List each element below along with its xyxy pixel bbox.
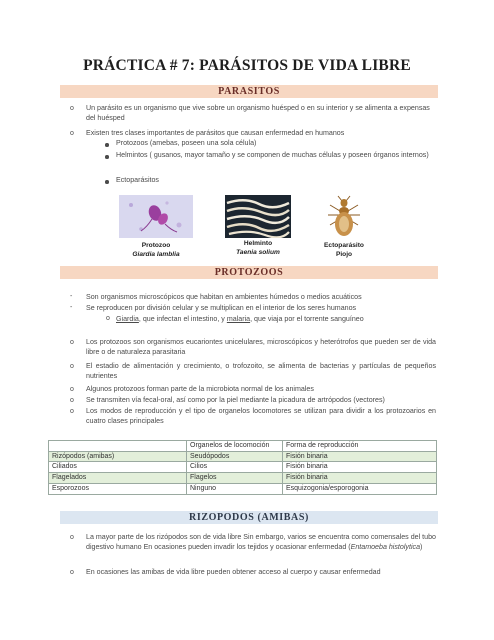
table-cell: Flagelos [187,473,283,484]
table-cell: Esporozoos [49,483,187,494]
figure-caption-helminto [215,240,301,257]
table-cell: Fisión binaria [283,451,437,462]
section-header-parasitos: PARASITOS [60,85,438,98]
table-cell: Seudópodos [187,451,283,462]
list-item-protozoos: Protozoos (amebas, poseen una sola célula) [116,139,257,147]
text-fragment: ) [420,542,423,551]
table-header-cell: Forma de reproducción [283,441,437,452]
page-title: PRÁCTICA # 7: PARÁSITOS DE VIDA LIBRE [83,57,411,74]
link-giardia: Giardia [116,315,139,323]
species-entamoeba: Entamoeba histolytica [350,542,421,551]
bullet-o: o [70,105,74,112]
giardia-image [119,195,193,238]
table-row [49,451,437,462]
table-row [49,473,437,484]
paragraph-trofozoito: El estadio de alimentación y crecimiento, o trofozoito, se alimenta de bacterias y partículas de pequeños nutrientes [86,362,436,380]
protozoa-classes-table [48,440,437,495]
link-malaria: malaria [226,315,251,323]
bullet-o: o [70,534,74,541]
bullet-dash: - [70,293,73,300]
bullet-dash: - [70,304,73,311]
table-cell: Rizópodos (amibas) [49,451,187,462]
figure-species: Giardia lamblia [132,250,180,258]
table-header-row [49,441,437,452]
list-item-examples [116,315,436,325]
table-cell: Fisión binaria [283,473,437,484]
table-row [49,462,437,473]
table-header-cell [49,441,187,452]
table-header-cell: Organelos de locomoción [187,441,283,452]
bullet-o: o [106,315,110,322]
paragraph-parasito-definition: Un parásito es un organismo que vive sobre un organismo huésped o en su interior y se alimenta a expensas del huésped [86,104,430,122]
table-cell: Ninguno [187,483,283,494]
text-fragment: La mayor parte de los rizópodos son de vida libre Sin embargo, varios se encuentra como comensales del tubo digestivo humano En ocasiones pueden invadir los tejidos y ocasionar enfermedad ( [86,533,436,551]
bullet-o: o [70,408,74,415]
paragraph-protozoos-reproduction: Se reproducen por división celular y se multiplican en el interior de los seres humanos [86,304,357,312]
bullet-dot [105,180,109,184]
text-fragment: , que viaja por el torrente sanguíneo [250,315,364,323]
table-cell: Fisión binaria [283,462,437,473]
figure-species: Piojo [335,250,353,258]
paragraph-amibas-acceso: En ocasiones las amibas de vida libre pueden obtener acceso al cuerpo y causar enfermedad [86,568,381,576]
figure-label: Ectoparásito [324,242,364,249]
list-item-ectoparasitos: Ectoparásitos [116,176,159,184]
table-cell: Cilios [187,462,283,473]
paragraph-clasificacion: Los modos de reproducción y el tipo de organelos locomotores se utilizan para dividir a los protozoarios en cuatro clases principales [86,407,436,425]
paragraph-microbiota: Algunos protozoos forman parte de la microbiota normal de los animales [86,385,314,393]
figure-label: Protozoo [141,242,171,249]
section-header-rizopodos: RIZOPODOS (AMIBAS) [60,511,438,524]
section-header-protozoos: PROTOZOOS [60,266,438,279]
figure-caption-protozoo [113,242,199,259]
paragraph-protozoos-habitat: Son organismos microscópicos que habitan en ambientes húmedos o medios acuáticos [86,293,362,301]
figure-species: Taenia solium [236,248,280,256]
louse-image [322,195,366,238]
table-row [49,483,437,494]
paragraph-rizopodos [86,533,436,552]
paragraph-parasito-classes: Existen tres clases importantes de parásitos que causan enfermedad en humanos [86,129,345,137]
taenia-image [225,195,291,238]
table-cell: Flagelados [49,473,187,484]
table-cell: Esquizogonia/esporogonia [283,483,437,494]
bullet-dot [105,155,109,159]
bullet-o: o [70,569,74,576]
bullet-o: o [70,130,74,137]
bullet-o: o [70,386,74,393]
bullet-o: o [70,339,74,346]
table-cell: Ciliados [49,462,187,473]
bullet-o: o [70,397,74,404]
list-item-helmintos: Helmintos ( gusanos, mayor tamaño y se componen de muchas células y poseen órganos internos) [116,151,429,159]
figure-label: Helminto [243,240,273,247]
paragraph-eucariontes: Los protozoos son organismos eucariontes unicelulares, microscópicos y heterótrofos que pueden ser de vida libre o de naturaleza parasitaria [86,338,436,356]
bullet-dot [105,143,109,147]
bullet-o: o [70,363,74,370]
text-fragment: , que infectan el intestino, y [138,315,227,323]
figure-caption-ectoparasito [301,242,387,259]
paragraph-transmision: Se transmiten vía fecal-oral, así como por la piel mediante la picadura de artrópodos (vectores) [86,396,385,404]
